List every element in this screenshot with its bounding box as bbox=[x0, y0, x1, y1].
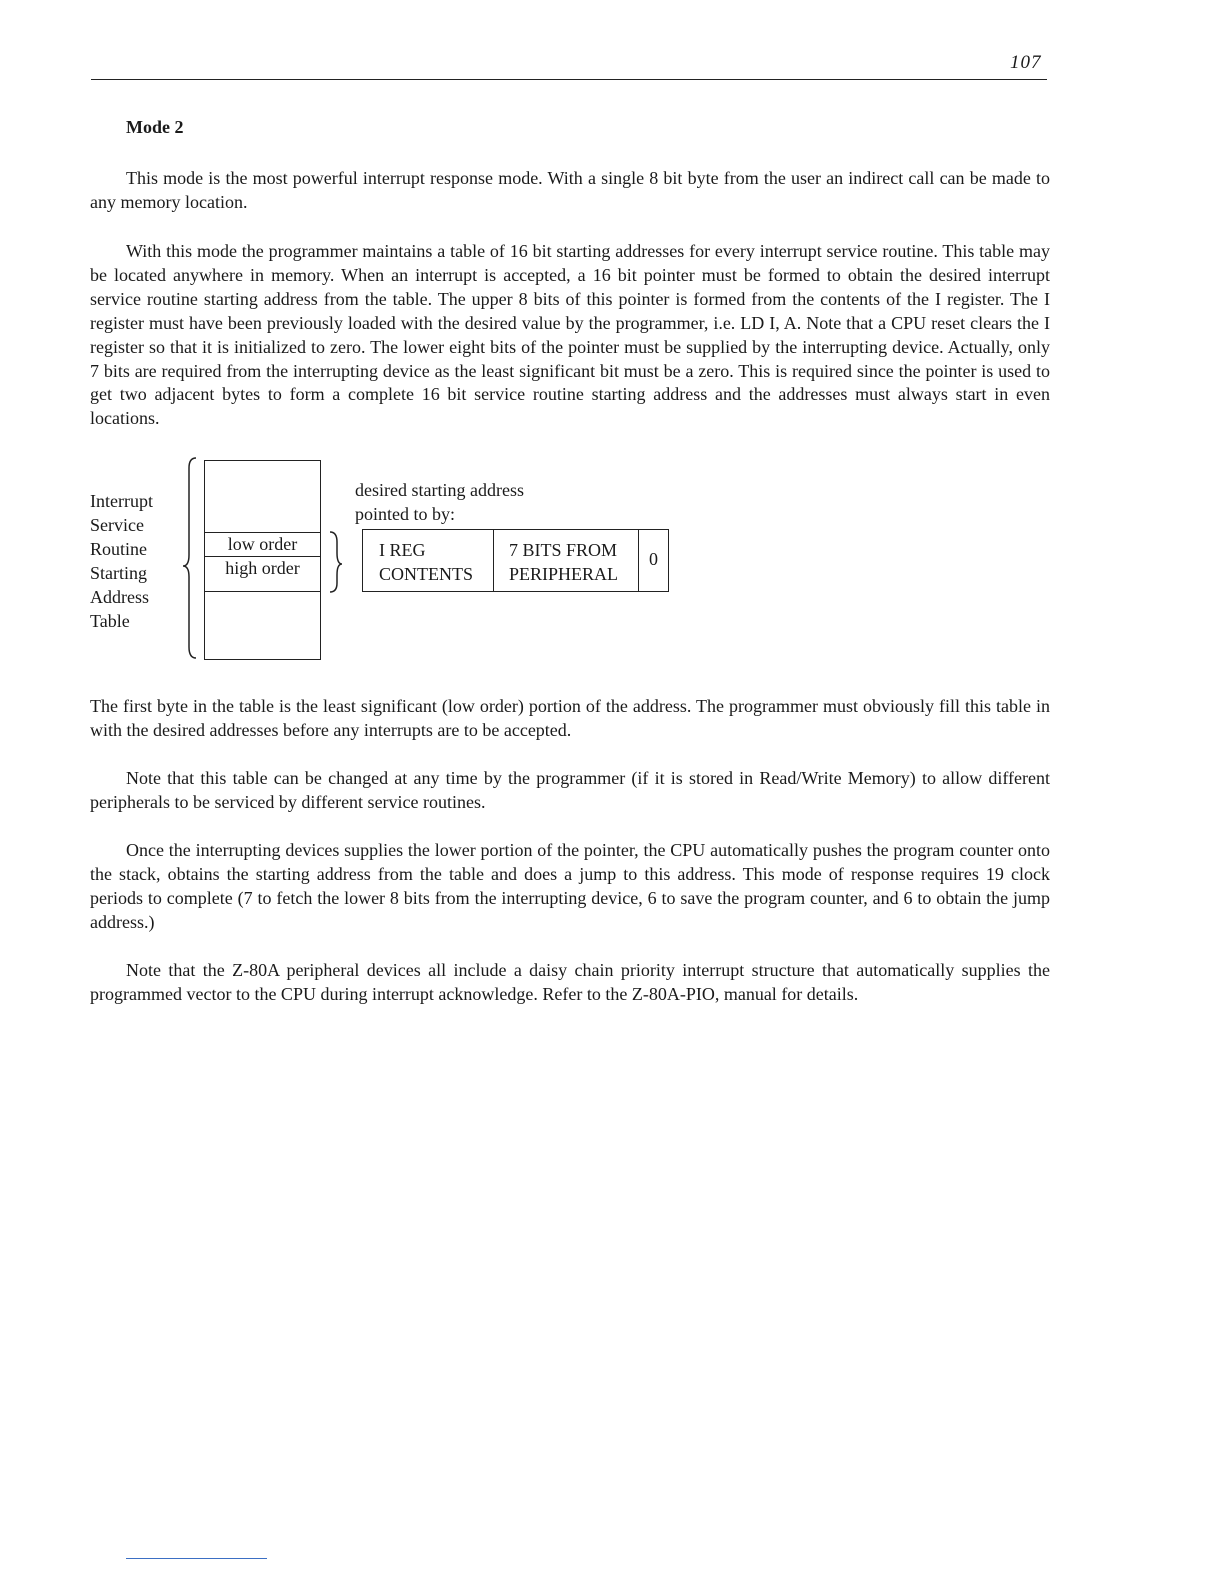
high-order-cell: high order bbox=[205, 557, 320, 592]
table-label bbox=[90, 489, 153, 633]
table-label-line: Routine bbox=[90, 539, 147, 559]
lsb-zero-box: 0 bbox=[638, 529, 669, 592]
page-number: 107 bbox=[1010, 52, 1042, 73]
table-label-line: Interrupt bbox=[90, 491, 153, 511]
low-order-cell: low order bbox=[205, 532, 320, 557]
left-brace bbox=[183, 458, 196, 658]
table-label-line: Address bbox=[90, 587, 149, 607]
bits-line: PERIPHERAL bbox=[509, 564, 619, 584]
table-label-line: Service bbox=[90, 515, 144, 535]
paragraph-intro: This mode is the most powerful interrupt response mode. With a single 8 bit byte from the user an indirect call can be made to any memory location. bbox=[90, 168, 1050, 212]
bits-line: 7 BITS FROM bbox=[509, 540, 618, 560]
pointer-caption-line: desired starting address bbox=[355, 480, 524, 500]
memory-table bbox=[204, 460, 321, 660]
ireg-line: CONTENTS bbox=[379, 564, 473, 584]
table-label-line: Starting bbox=[90, 563, 147, 583]
right-brace bbox=[330, 532, 342, 592]
section-heading: Mode 2 bbox=[126, 117, 184, 137]
ireg-box bbox=[362, 529, 494, 592]
paragraph-table-description: With this mode the programmer maintains a table of 16 bit starting addresses for every interrupt service routine. This table may be located anywhere in memory. When an interrupt is accepted, a 16 bit pointer must be formed to obtain the desired interrupt service routine starting address from the table. The upper 8 bits of this pointer is formed from the contents of the I register. The I register must have been previously loaded with the desired value by the programmer, i.e. LD I, A. Note that a CPU reset clears the I register so that it is initialized to zero. The lower eight bits of the pointer must be supplied by the interrupting device. Actually, only 7 bits are required from the interrupting device as the least significant bit must be a zero. This is required since the pointer is used to get two adjacent bytes to form a complete 16 bit service routine starting address and the addresses must always start in even locations. bbox=[90, 241, 1050, 429]
ireg-line: I REG bbox=[379, 540, 426, 560]
paragraph-table-change: Note that this table can be changed at any time by the programmer (if it is stored in Read/Write Memory) to allow different peripherals to be serviced by different service routines. bbox=[90, 768, 1050, 812]
paragraph-first-byte: The first byte in the table is the least significant (low order) portion of the address. The programmer must obviously fill this table in with the desired addresses before any interrupts are to be accepted. bbox=[90, 696, 1050, 740]
pointer-caption bbox=[355, 478, 524, 526]
table-label-line: Table bbox=[90, 611, 130, 631]
header-rule bbox=[91, 79, 1047, 80]
paragraph-z80a-peripherals: Note that the Z-80A peripheral devices all include a daisy chain priority interrupt structure that automatically supplies the programmed vector to the CPU during interrupt acknowledge. Refer to the Z-80A-PIO, manual for details. bbox=[90, 960, 1050, 1004]
pointer-caption-line: pointed to by: bbox=[355, 504, 455, 524]
paragraph-cpu-sequence: Once the interrupting devices supplies the lower portion of the pointer, the CPU automatically pushes the program counter onto the stack, obtains the starting address from the table and does a jump to this address. This mode of response requires 19 clock periods to complete (7 to fetch the lower 8 bits from the interrupting device, 6 to save the program counter, and 6 to obtain the jump address.) bbox=[90, 840, 1050, 932]
peripheral-bits-box bbox=[493, 529, 639, 592]
footnote-rule bbox=[126, 1558, 267, 1559]
